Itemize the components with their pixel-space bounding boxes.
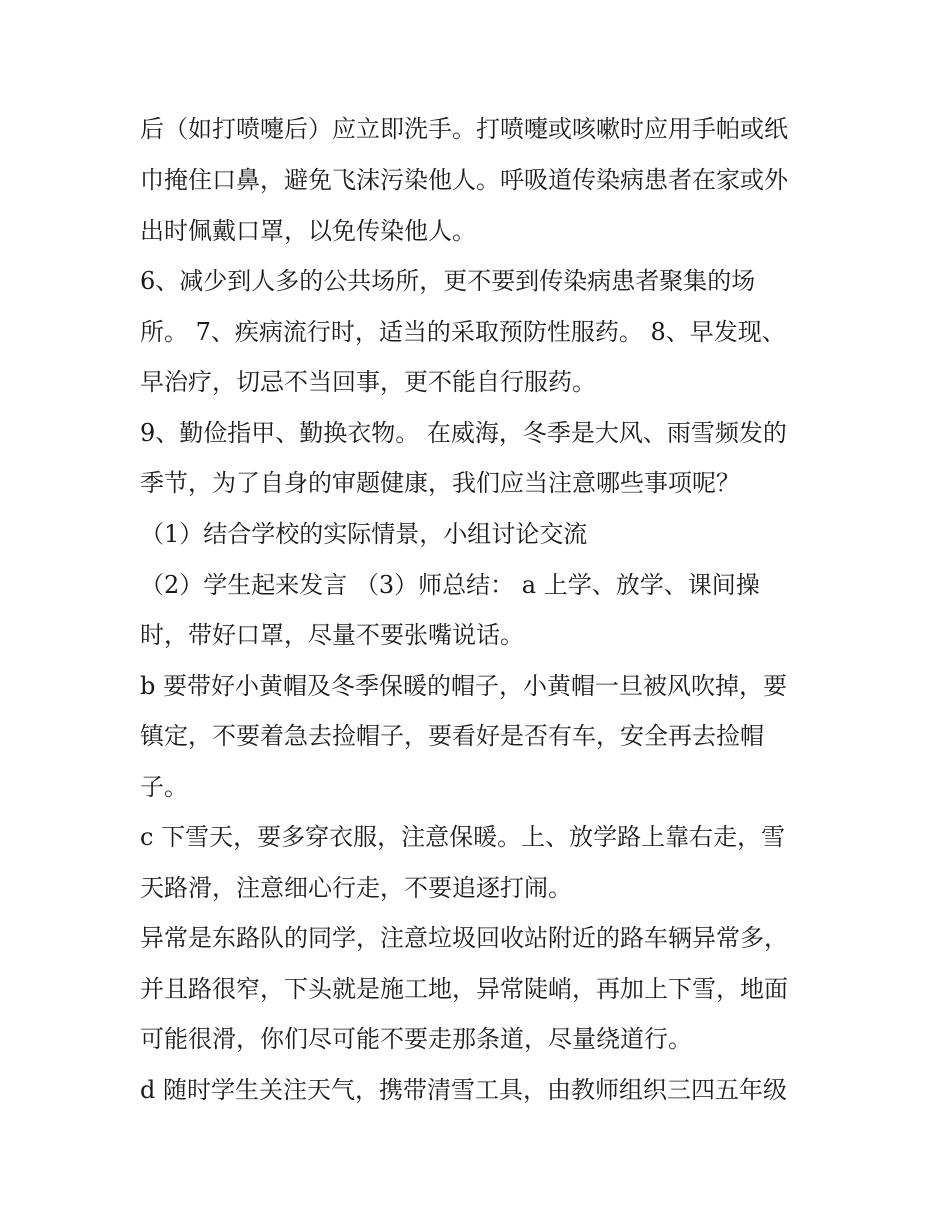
text-line: c 下雪天，要多穿衣服，注意保暖。上、放学路上靠右走，雪: [140, 823, 786, 851]
text-line: 季节，为了自身的审题健康，我们应当注意哪些事项呢？: [140, 469, 740, 497]
text-line: 并且路很窄，下头就是施工地，异常陡峭，再加上下雪，地面: [140, 975, 788, 1003]
text-line: （1）结合学校的实际情景，小组讨论交流: [140, 520, 588, 548]
text-line: 6、减少到人多的公共场所，更不要到传染病患者聚集的场: [140, 267, 756, 295]
text-line: 天路滑，注意细心行走，不要追逐打闹。: [140, 874, 572, 902]
text-line: 子。: [140, 773, 188, 801]
text-line: 异常是东路队的同学，注意垃圾回收站附近的路车辆异常多，: [140, 924, 788, 952]
text-line: （2）学生起来发言 （3）师总结： a 上学、放学、课间操: [140, 571, 760, 599]
text-line: 早治疗，切忌不当回事，更不能自行服药。: [140, 368, 596, 396]
text-line: 所。 7、疾病流行时，适当的采取预防性服药。 8、早发现、: [140, 318, 786, 346]
text-line: 可能很滑，你们尽可能不要走那条道，尽量绕道行。: [140, 1025, 692, 1053]
text-line: 镇定，不要着急去捡帽子，要看好是否有车，安全再去捡帽: [140, 722, 764, 750]
text-line: 巾掩住口鼻，避免飞沫污染他人。呼吸道传染病患者在家或外: [140, 166, 788, 194]
text-line: 出时佩戴口罩，以免传染他人。: [140, 217, 476, 245]
text-line: d 随时学生关注天气，携带清雪工具，由教师组织三四五年级: [140, 1076, 787, 1104]
text-line: 时，带好口罩，尽量不要张嘴说话。: [140, 621, 524, 649]
text-line: 后（如打喷嚏后）应立即洗手。打喷嚏或咳嗽时应用手帕或纸: [140, 115, 788, 143]
text-line: 9、勤俭指甲、勤换衣物。 在威海，冬季是大风、雨雪频发的: [140, 419, 787, 447]
text-line: b 要带好小黄帽及冬季保暖的帽子，小黄帽一旦被风吹掉，要: [140, 672, 787, 700]
